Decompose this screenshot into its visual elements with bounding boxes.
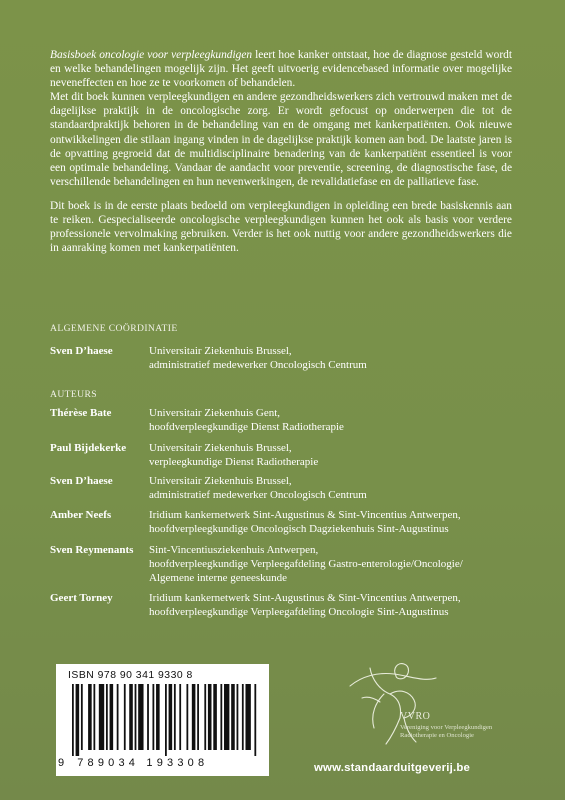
barcode-label (56, 664, 269, 776)
barcode-bar (129, 684, 133, 750)
affiliation-line: administratief medewerker Oncologisch Centrum (149, 489, 367, 502)
affiliation-line: Algemene interne geneeskunde (149, 572, 288, 585)
person-affiliation (149, 406, 529, 434)
barcode-bar (117, 684, 119, 750)
isbn-text: ISBN 978 90 341 9330 8 (68, 670, 193, 681)
ean-digits: 789034 193308 (77, 757, 209, 769)
person-name: Thérèse Bate (50, 407, 112, 419)
book-title: Basisboek oncologie voor verpleegkundigen (50, 49, 253, 61)
barcode-bar (220, 684, 222, 750)
ean-number (58, 757, 268, 769)
person-name: Sven D’haese (50, 475, 113, 487)
person-affiliation (149, 543, 529, 586)
barcode-bar (213, 684, 217, 750)
person-name: Sven Reymenants (50, 544, 134, 556)
barcode-bar (106, 684, 108, 750)
affiliation-line: Universitair Ziekenhuis Brussel, (149, 475, 292, 487)
affiliation-line: hoofdverpleegkundige Oncologisch Dagziekenhuis Sint-Augustinus (149, 523, 449, 536)
barcode-bar (242, 684, 244, 750)
barcode-bar (135, 684, 137, 750)
barcode-bar (165, 684, 167, 756)
barcode-bar (152, 684, 154, 750)
barcode-bar (174, 684, 176, 750)
vvro-subtitle-line-1: Vereniging voor Verpleegkundigen (400, 724, 493, 731)
barcode-bar (179, 684, 181, 750)
barcode-bar (186, 684, 188, 750)
affiliation-line: Universitair Ziekenhuis Brussel, (149, 345, 292, 357)
blurb-text (50, 48, 512, 255)
affiliation-line: hoofdverpleegkundige Dienst Radiotherapie (149, 421, 344, 434)
barcode-bar (169, 684, 173, 750)
person-affiliation (149, 508, 529, 536)
blurb-paragraph-2: Met dit boek kunnen verpleegkundigen en andere gezondheidswerkers zich vertrouwd maken met de dagelijkse praktijk in de oncologische zorg. Er wordt gefocust op onderwerpen die tot de standaardpraktijk behoren in de behandeling van en de omgang met kankerpatiënten. Ook nieuwe ontwikkelingen die stilaan ingang vinden in de dagelijkse praktijk komen aan bod. De laatste jaren is de opvatting gegroeid dat de multidisciplinaire benadering van de kankerpatiënt essentieel is voor een optimale behandeling. Vandaar de aandacht voor preventie, screening, de diagnostische fase, de verschillende behandelingen en hun nevenwerkingen, de revalidatiefase en de palliatieve fase. (50, 91, 512, 188)
blurb-paragraph-1 (50, 48, 512, 90)
affiliation-line: Universitair Ziekenhuis Brussel, (149, 442, 292, 454)
vvro-subtitle-line-2: Radiotherapie en Oncologie (400, 732, 474, 739)
person-name: Paul Bijdekerke (50, 442, 127, 454)
affiliation-line: Iridium kankernetwerk Sint-Augustinus & Sint-Vincentius Antwerpen, (149, 592, 461, 604)
affiliation-line: Sint-Vincentiusziekenhuis Antwerpen, (149, 544, 319, 556)
barcode-bar (197, 684, 199, 750)
barcode-bar (204, 684, 206, 750)
ean-first-digit: 9 (58, 757, 66, 769)
barcode-bar (124, 684, 126, 750)
barcode-bars (72, 684, 258, 756)
vvro-logo-name: VVRO (400, 711, 431, 722)
affiliation-line: administratief medewerker Oncologisch Centrum (149, 359, 367, 372)
person-affiliation (149, 474, 529, 502)
authors-heading: AUTEURS (50, 389, 98, 400)
affiliation-line: Universitair Ziekenhuis Gent, (149, 407, 281, 419)
coordination-heading: ALGEMENE COÖRDINATIE (50, 323, 178, 334)
person-name: Geert Torney (50, 592, 113, 604)
barcode-bar (254, 684, 256, 756)
barcode-bar (231, 684, 235, 750)
affiliation-line: verpleegkundige Dienst Radiotherapie (149, 456, 319, 469)
barcode-bar (76, 684, 80, 756)
barcode-bar (88, 684, 92, 750)
blurb-paragraph-1-rest: leert hoe kanker ontstaat, hoe de diagnose gesteld wordt en welke behandelingen mogelijk zijn. Het geeft uitvoerig evidencebased informatie over mogelijke neveneffecten en hoe ze te voorkomen of behandelen. (50, 49, 512, 90)
person-name: Sven D’haese (50, 345, 113, 357)
person-affiliation (149, 441, 529, 469)
barcode-bar (237, 684, 239, 750)
barcode-bar (93, 684, 95, 750)
affiliation-line: hoofdverpleegkundige Verpleegafdeling Gastro-enterologie/Oncologie/ (149, 558, 463, 571)
barcode-bar (81, 684, 83, 750)
barcode-bar (110, 684, 114, 750)
vvro-logo-subtitle (400, 724, 520, 740)
barcode-bar (147, 684, 149, 750)
barcode-bar (99, 684, 104, 750)
barcode-bar (156, 684, 160, 750)
affiliation-line: Iridium kankernetwerk Sint-Augustinus & Sint-Vincentius Antwerpen, (149, 509, 461, 521)
barcode-bar (72, 684, 74, 756)
barcode-bar (192, 684, 196, 750)
person-name: Amber Neefs (50, 509, 112, 521)
affiliation-line: hoofdverpleegkundige Verpleegafdeling Oncologie Sint-Augustinus (149, 606, 449, 619)
barcode-bar (208, 684, 212, 750)
barcode-bar (245, 684, 250, 750)
person-affiliation (149, 344, 529, 372)
blurb-paragraph-3: Dit boek is in de eerste plaats bedoeld om verpleegkundigen in opleiding een brede basiskennis aan te reiken. Gespecialiseerde oncologische verpleegkundigen kunnen het ook als basis voor verdere professionele vervolmaking gebruiken. Verder is het ook nuttig voor andere gezondheidswerkers die in aanraking komen met kankerpatiënten. (50, 199, 512, 255)
person-affiliation (149, 591, 529, 619)
publisher-website: www.standaarduitgeverij.be (314, 762, 471, 774)
barcode-bar (224, 684, 229, 750)
barcode-bar (138, 684, 143, 750)
